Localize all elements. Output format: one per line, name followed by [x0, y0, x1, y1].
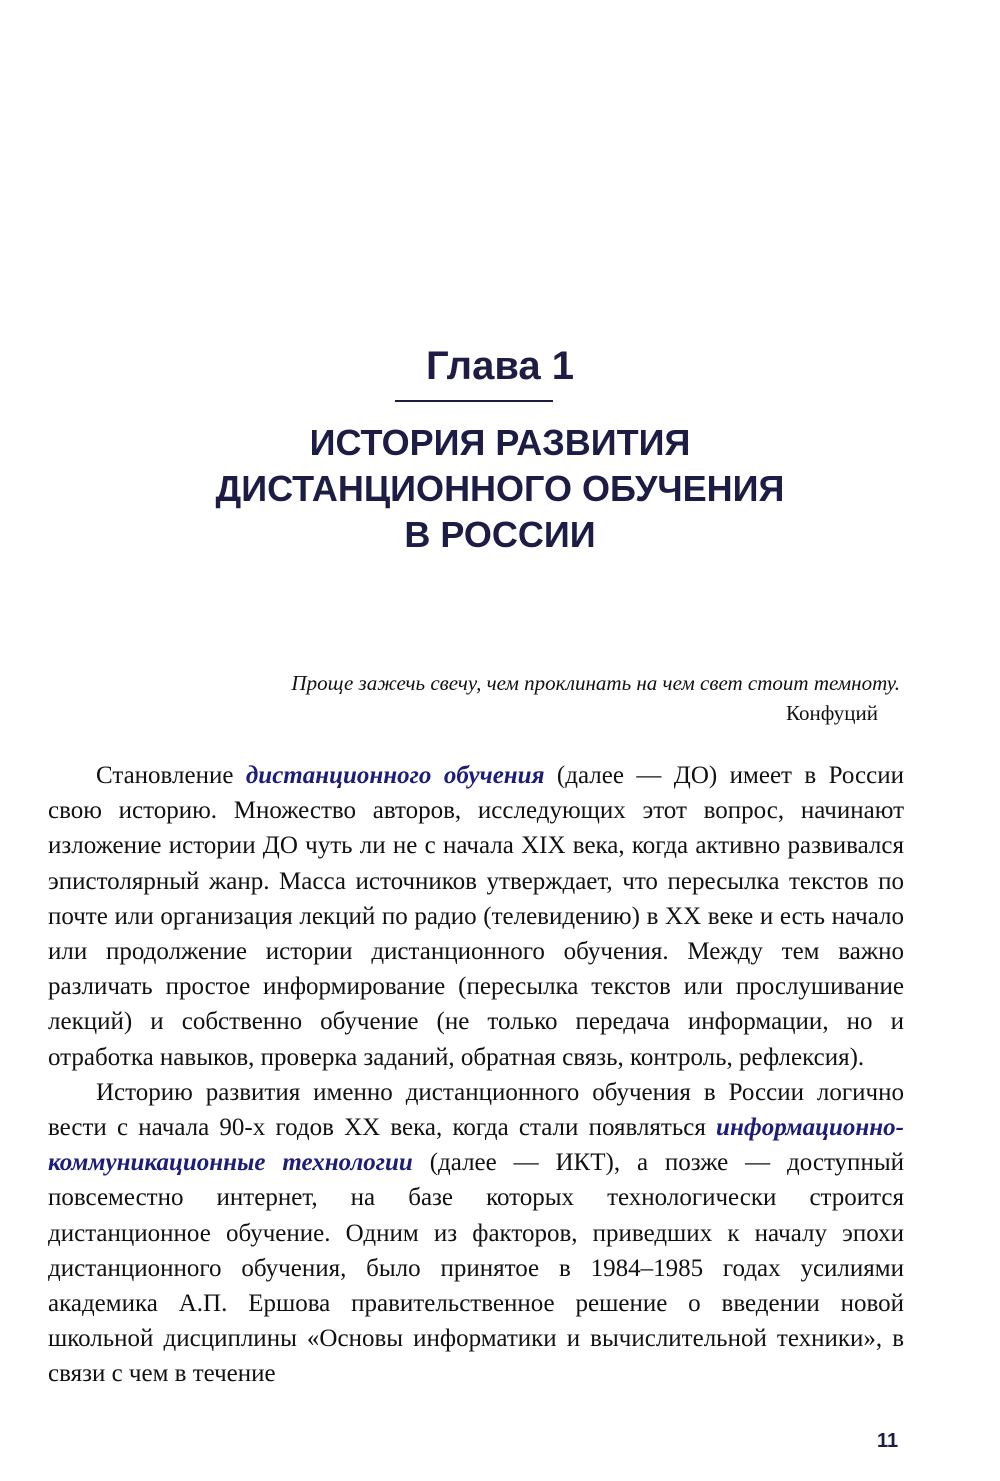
chapter-title	[0, 420, 1000, 558]
chapter-title-line-3: В РОССИИ	[404, 514, 596, 555]
chapter-title-line-1: ИСТОРИЯ РАЗВИТИЯ	[309, 422, 691, 463]
paragraph-2	[48, 1075, 904, 1392]
page-number: 11	[877, 1430, 899, 1452]
paragraph-1-lead: Становление	[96, 762, 246, 789]
epigraph	[100, 668, 900, 728]
epigraph-author: Конфуций	[786, 701, 878, 725]
chapter-label: Глава 1	[425, 344, 574, 388]
chapter-title-line-2: ДИСТАНЦИОННОГО ОБУЧЕНИЯ	[215, 468, 785, 509]
paragraph-1-rest: (далее — ДО) имеет в России свою историю. Множество авторов, исследующих этот вопрос, начинают изложение истории ДО чуть ли не с начала XIX века, когда активно развивался эпистолярный жанр. Масса источников утверждает, что пересылка текстов по почте или организация лекций по радио (телевидению) в XX веке и есть начало или продолжение истории дистанционного обучения. Между тем важно различать простое информирование (пересылка текстов или прослушивание лекций) и собственно обучение (не только передача информации, но и отработка навыков, проверка заданий, обратная связь, контроль, рефлексия).	[48, 762, 904, 1071]
term-ict: информационно-коммуникационные технологии	[48, 1114, 904, 1177]
term-distance-learning: дистанционного обучения	[245, 762, 545, 789]
epigraph-quote: Проще зажечь свечу, чем проклинать на чем свет стоит темноту.	[291, 671, 900, 695]
body-text	[48, 758, 904, 1392]
paragraph-2-rest: (далее — ИКТ), а позже — доступный повсеместно интернет, на базе которых технологически строится дистанционное обучение. Одним из факторов, приведших к началу эпохи дистанционного обучения, было принятое в 1984–1985 годах усилиями академика А.П. Ершова правительственное решение о введении новой школьной дисциплины «Основы информатики и вычислительной техники», в связи с чем в течение	[48, 1149, 904, 1388]
chapter-divider	[395, 400, 553, 402]
paragraph-1	[48, 758, 904, 1075]
paragraph-2-lead: Историю развития именно дистанционного обучения в России логично вести с начала 90-х годов XX века, когда стали появляться	[48, 1078, 904, 1142]
